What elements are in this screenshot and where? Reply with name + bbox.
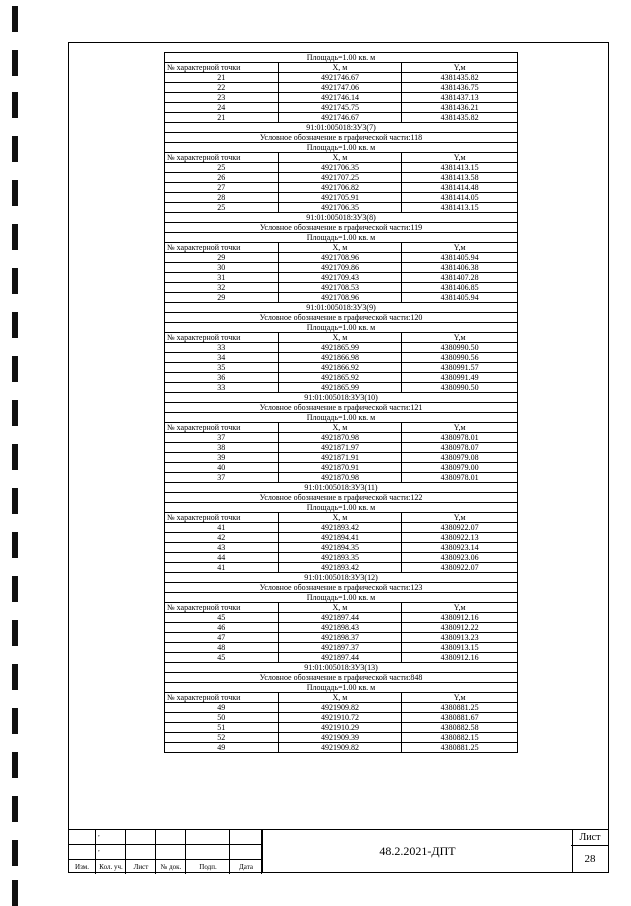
area-line: Площадь=1.00 кв. м: [165, 413, 518, 423]
x-coordinate: 4921707.25: [278, 173, 402, 183]
point-number: 32: [165, 283, 279, 293]
area-line: Площадь=1.00 кв. м: [165, 683, 518, 693]
table-row: [165, 353, 518, 363]
label-change: Изм.: [75, 863, 89, 871]
point-number: 39: [165, 453, 279, 463]
title-block-cell: [96, 860, 126, 874]
x-coordinate: 4921865.99: [278, 343, 402, 353]
y-coordinate: 4380991.49: [402, 373, 518, 383]
column-header: X, м: [278, 513, 402, 523]
point-number: 45: [165, 613, 279, 623]
label-date: Дата: [239, 863, 253, 871]
table-row: [165, 103, 518, 113]
column-header: № характерной точки: [165, 693, 279, 703]
point-number: 50: [165, 713, 279, 723]
parcel-id: 91:01:005018:ЗУ3(11): [165, 483, 518, 493]
area-line-row: [165, 233, 518, 243]
label-count: Кол. уч.: [99, 863, 123, 871]
x-coordinate: 4921706.35: [278, 163, 402, 173]
table-row: [165, 183, 518, 193]
x-coordinate: 4921745.75: [278, 103, 402, 113]
y-coordinate: 4381414.48: [402, 183, 518, 193]
binding-mark: [12, 620, 18, 646]
table-row: [165, 163, 518, 173]
y-coordinate: 4380881.67: [402, 713, 518, 723]
table-row: [165, 293, 518, 303]
column-header: X, м: [278, 603, 402, 613]
table-header-row: [165, 513, 518, 523]
table-row: [165, 173, 518, 183]
x-coordinate: 4921866.92: [278, 363, 402, 373]
coordinates-table-area: [164, 52, 518, 753]
x-coordinate: 4921706.35: [278, 203, 402, 213]
legend-line-row: [165, 223, 518, 233]
point-number: 46: [165, 623, 279, 633]
point-number: 44: [165, 553, 279, 563]
y-coordinate: 4380913.23: [402, 633, 518, 643]
binding-mark: [12, 840, 18, 866]
table-row: [165, 373, 518, 383]
point-number: 45: [165, 653, 279, 663]
column-header: Y,м: [402, 63, 518, 73]
point-number: 41: [165, 563, 279, 573]
point-number: 49: [165, 743, 279, 753]
parcel-id: 91:01:005018:ЗУ3(7): [165, 123, 518, 133]
x-coordinate: 4921897.44: [278, 613, 402, 623]
y-coordinate: 4381406.85: [402, 283, 518, 293]
x-coordinate: 4921898.37: [278, 633, 402, 643]
binding-mark: [12, 576, 18, 602]
table-row: [165, 443, 518, 453]
legend-line-row: [165, 493, 518, 503]
y-coordinate: 4381406.38: [402, 263, 518, 273]
title-block-cell: [186, 860, 230, 874]
table-row: [165, 613, 518, 623]
x-coordinate: 4921893.42: [278, 523, 402, 533]
table-header-row: [165, 153, 518, 163]
title-block-cell: [156, 830, 186, 845]
x-coordinate: 4921909.82: [278, 703, 402, 713]
point-number: 48: [165, 643, 279, 653]
table-row: [165, 543, 518, 553]
x-coordinate: 4921709.86: [278, 263, 402, 273]
sheet-box: [571, 829, 609, 873]
point-number: 24: [165, 103, 279, 113]
area-line-row: [165, 143, 518, 153]
y-coordinate: 4380979.08: [402, 453, 518, 463]
area-line-row: [165, 323, 518, 333]
legend-line: Условное обозначение в графической части:123: [165, 583, 518, 593]
sheet-number: 28: [584, 853, 596, 865]
parcel-id-row: [165, 663, 518, 673]
x-coordinate: 4921708.53: [278, 283, 402, 293]
area-line: Площадь=1.00 кв. м: [165, 53, 518, 63]
y-coordinate: 4380990.50: [402, 383, 518, 393]
y-coordinate: 4380990.50: [402, 343, 518, 353]
y-coordinate: 4381435.82: [402, 113, 518, 123]
binding-mark: [12, 356, 18, 382]
table-row: [165, 83, 518, 93]
y-coordinate: 4380912.22: [402, 623, 518, 633]
column-header: Y,м: [402, 243, 518, 253]
table-row: [165, 523, 518, 533]
table-row: [165, 433, 518, 443]
point-number: 41: [165, 523, 279, 533]
point-number: 40: [165, 463, 279, 473]
x-coordinate: 4921706.82: [278, 183, 402, 193]
y-coordinate: 4380990.56: [402, 353, 518, 363]
y-coordinate: 4381413.15: [402, 163, 518, 173]
table-row: [165, 563, 518, 573]
column-header: Y,м: [402, 603, 518, 613]
table-row: [165, 93, 518, 103]
area-line: Площадь=1.00 кв. м: [165, 143, 518, 153]
table-row: [165, 363, 518, 373]
y-coordinate: 4381436.21: [402, 103, 518, 113]
y-coordinate: 4380923.14: [402, 543, 518, 553]
parcel-id: 91:01:005018:ЗУ3(8): [165, 213, 518, 223]
table-row: [165, 383, 518, 393]
point-number: 30: [165, 263, 279, 273]
legend-line-row: [165, 673, 518, 683]
point-number: 33: [165, 343, 279, 353]
table-header-row: [165, 603, 518, 613]
parcel-id: 91:01:005018:ЗУ3(9): [165, 303, 518, 313]
title-block-cell: [230, 845, 262, 860]
legend-line-row: [165, 583, 518, 593]
binding-mark: [12, 312, 18, 338]
column-header: X, м: [278, 333, 402, 343]
table-header-row: [165, 243, 518, 253]
parcel-id: 91:01:005018:ЗУ3(10): [165, 393, 518, 403]
y-coordinate: 4380882.15: [402, 733, 518, 743]
point-number: 34: [165, 353, 279, 363]
area-line: Площадь=1.00 кв. м: [165, 233, 518, 243]
table-row: [165, 633, 518, 643]
binding-mark: [12, 444, 18, 470]
x-coordinate: 4921705.91: [278, 193, 402, 203]
column-header: № характерной точки: [165, 423, 279, 433]
x-coordinate: 4921894.35: [278, 543, 402, 553]
title-block-cell: [96, 845, 126, 860]
x-coordinate: 4921909.82: [278, 743, 402, 753]
title-block-cell: [96, 830, 126, 845]
y-coordinate: 4381413.15: [402, 203, 518, 213]
x-coordinate: 4921747.06: [278, 83, 402, 93]
binding-mark: [12, 488, 18, 514]
binding-mark: [12, 708, 18, 734]
binding-mark: [12, 664, 18, 690]
area-line-row: [165, 503, 518, 513]
point-number: 25: [165, 203, 279, 213]
area-line: Площадь=1.00 кв. м: [165, 503, 518, 513]
title-block-cell: [186, 830, 230, 845]
column-header: № характерной точки: [165, 513, 279, 523]
legend-line: Условное обозначение в графической части:122: [165, 493, 518, 503]
x-coordinate: 4921897.44: [278, 653, 402, 663]
label-doc-number: № док.: [160, 863, 182, 871]
column-header: Y,м: [402, 153, 518, 163]
y-coordinate: 4380881.25: [402, 743, 518, 753]
table-row: [165, 733, 518, 743]
binding-mark: [12, 268, 18, 294]
point-number: 21: [165, 113, 279, 123]
y-coordinate: 4380912.16: [402, 613, 518, 623]
label-sheet: Лист: [133, 863, 149, 871]
table-row: [165, 653, 518, 663]
label-signature: Подп.: [199, 863, 217, 871]
table-row: [165, 73, 518, 83]
legend-line: Условное обозначение в графической части:121: [165, 403, 518, 413]
x-coordinate: 4921871.97: [278, 443, 402, 453]
point-number: 29: [165, 293, 279, 303]
parcel-id-row: [165, 303, 518, 313]
table-row: [165, 453, 518, 463]
table-row: [165, 203, 518, 213]
table-row: [165, 473, 518, 483]
y-coordinate: 4380979.00: [402, 463, 518, 473]
table-row: [165, 273, 518, 283]
area-line: Площадь=1.00 кв. м: [165, 323, 518, 333]
table-row: [165, 643, 518, 653]
x-coordinate: 4921897.37: [278, 643, 402, 653]
table-header-row: [165, 63, 518, 73]
sheet-label: Лист: [571, 831, 609, 846]
binding-mark: [12, 796, 18, 822]
title-block-cell: [126, 830, 156, 845]
parcel-id-row: [165, 213, 518, 223]
point-number: 22: [165, 83, 279, 93]
x-coordinate: 4921893.42: [278, 563, 402, 573]
area-line-row: [165, 413, 518, 423]
x-coordinate: 4921746.67: [278, 113, 402, 123]
y-coordinate: 4381437.13: [402, 93, 518, 103]
x-coordinate: 4921910.72: [278, 713, 402, 723]
point-number: 47: [165, 633, 279, 643]
title-block-cell: [186, 845, 230, 860]
column-header: X, м: [278, 243, 402, 253]
y-coordinate: 4380991.57: [402, 363, 518, 373]
y-coordinate: 4381436.75: [402, 83, 518, 93]
document-code: 48.2.2021-ДПТ: [262, 829, 573, 873]
binding-mark: [12, 224, 18, 250]
table-row: [165, 343, 518, 353]
column-header: X, м: [278, 423, 402, 433]
table-row: [165, 723, 518, 733]
y-coordinate: 4381435.82: [402, 73, 518, 83]
binding-mark: [12, 752, 18, 778]
title-block-cell: [156, 845, 186, 860]
legend-line: Условное обозначение в графической части:118: [165, 133, 518, 143]
y-coordinate: 4380978.01: [402, 473, 518, 483]
title-block-cell: [126, 860, 156, 874]
x-coordinate: 4921746.14: [278, 93, 402, 103]
point-number: 42: [165, 533, 279, 543]
title-block-cell: [68, 845, 96, 860]
column-header: X, м: [278, 63, 402, 73]
legend-line: Условное обозначение в графической части:119: [165, 223, 518, 233]
column-header: Y,м: [402, 333, 518, 343]
x-coordinate: 4921708.96: [278, 293, 402, 303]
parcel-id-row: [165, 483, 518, 493]
table-row: [165, 263, 518, 273]
point-number: 28: [165, 193, 279, 203]
point-number: 29: [165, 253, 279, 263]
y-coordinate: 4380922.07: [402, 523, 518, 533]
column-header: № характерной точки: [165, 603, 279, 613]
column-header: № характерной точки: [165, 153, 279, 163]
table-header-row: [165, 423, 518, 433]
binding-mark: [12, 92, 18, 118]
legend-line-row: [165, 133, 518, 143]
area-line-row: [165, 683, 518, 693]
y-coordinate: 4380882.58: [402, 723, 518, 733]
table-row: [165, 193, 518, 203]
table-row: [165, 743, 518, 753]
x-coordinate: 4921909.39: [278, 733, 402, 743]
point-number: 37: [165, 433, 279, 443]
revision-mark: ,: [98, 830, 100, 838]
column-header: № характерной точки: [165, 243, 279, 253]
point-number: 43: [165, 543, 279, 553]
point-number: 26: [165, 173, 279, 183]
x-coordinate: 4921870.91: [278, 463, 402, 473]
point-number: 31: [165, 273, 279, 283]
title-block-cell: [68, 830, 96, 845]
x-coordinate: 4921871.91: [278, 453, 402, 463]
point-number: 38: [165, 443, 279, 453]
point-number: 36: [165, 373, 279, 383]
parcel-id-row: [165, 393, 518, 403]
table-row: [165, 553, 518, 563]
x-coordinate: 4921708.96: [278, 253, 402, 263]
x-coordinate: 4921894.41: [278, 533, 402, 543]
point-number: 51: [165, 723, 279, 733]
area-line-row: [165, 593, 518, 603]
y-coordinate: 4381413.58: [402, 173, 518, 183]
binding-mark: [12, 136, 18, 162]
y-coordinate: 4381405.94: [402, 293, 518, 303]
table-row: [165, 463, 518, 473]
table-row: [165, 713, 518, 723]
column-header: X, м: [278, 153, 402, 163]
table-row: [165, 703, 518, 713]
coordinates-table: [164, 52, 518, 753]
title-block-cell: [156, 860, 186, 874]
x-coordinate: 4921870.98: [278, 473, 402, 483]
table-row: [165, 113, 518, 123]
legend-line: Условное обозначение в графической части:120: [165, 313, 518, 323]
column-header: Y,м: [402, 513, 518, 523]
x-coordinate: 4921865.99: [278, 383, 402, 393]
x-coordinate: 4921865.92: [278, 373, 402, 383]
x-coordinate: 4921870.98: [278, 433, 402, 443]
table-row: [165, 253, 518, 263]
y-coordinate: 4380912.16: [402, 653, 518, 663]
table-header-row: [165, 693, 518, 703]
point-number: 23: [165, 93, 279, 103]
x-coordinate: 4921746.67: [278, 73, 402, 83]
parcel-id: 91:01:005018:ЗУ3(12): [165, 573, 518, 583]
y-coordinate: 4380923.06: [402, 553, 518, 563]
point-number: 27: [165, 183, 279, 193]
point-number: 52: [165, 733, 279, 743]
title-block-cell: [230, 860, 262, 874]
parcel-id-row: [165, 123, 518, 133]
y-coordinate: 4380913.15: [402, 643, 518, 653]
binding-mark: [12, 400, 18, 426]
column-header: X, м: [278, 693, 402, 703]
table-row: [165, 283, 518, 293]
y-coordinate: 4380881.25: [402, 703, 518, 713]
y-coordinate: 4380978.07: [402, 443, 518, 453]
x-coordinate: 4921898.43: [278, 623, 402, 633]
y-coordinate: 4381414.05: [402, 193, 518, 203]
y-coordinate: 4380978.01: [402, 433, 518, 443]
area-line-row: [165, 53, 518, 63]
point-number: 35: [165, 363, 279, 373]
binding-mark: [12, 6, 18, 32]
x-coordinate: 4921910.29: [278, 723, 402, 733]
y-coordinate: 4380922.07: [402, 563, 518, 573]
x-coordinate: 4921709.43: [278, 273, 402, 283]
point-number: 21: [165, 73, 279, 83]
point-number: 33: [165, 383, 279, 393]
title-block-cell: [230, 830, 262, 845]
title-block-cell: [68, 860, 96, 874]
area-line: Площадь=1.00 кв. м: [165, 593, 518, 603]
table-row: [165, 623, 518, 633]
binding-mark: [12, 180, 18, 206]
point-number: 25: [165, 163, 279, 173]
title-block-cell: [126, 845, 156, 860]
revision-mark: ,: [98, 845, 100, 853]
legend-line: Условное обозначение в графической части:848: [165, 673, 518, 683]
column-header: № характерной точки: [165, 63, 279, 73]
y-coordinate: 4380922.13: [402, 533, 518, 543]
x-coordinate: 4921893.35: [278, 553, 402, 563]
column-header: Y,м: [402, 693, 518, 703]
y-coordinate: 4381407.28: [402, 273, 518, 283]
point-number: 37: [165, 473, 279, 483]
legend-line-row: [165, 403, 518, 413]
table-header-row: [165, 333, 518, 343]
parcel-id-row: [165, 573, 518, 583]
x-coordinate: 4921866.98: [278, 353, 402, 363]
column-header: № характерной точки: [165, 333, 279, 343]
y-coordinate: 4381405.94: [402, 253, 518, 263]
column-header: Y,м: [402, 423, 518, 433]
binding-mark: [12, 880, 18, 906]
binding-mark: [12, 532, 18, 558]
table-row: [165, 533, 518, 543]
binding-mark: [12, 50, 18, 76]
legend-line-row: [165, 313, 518, 323]
point-number: 49: [165, 703, 279, 713]
parcel-id: 91:01:005018:ЗУ3(13): [165, 663, 518, 673]
